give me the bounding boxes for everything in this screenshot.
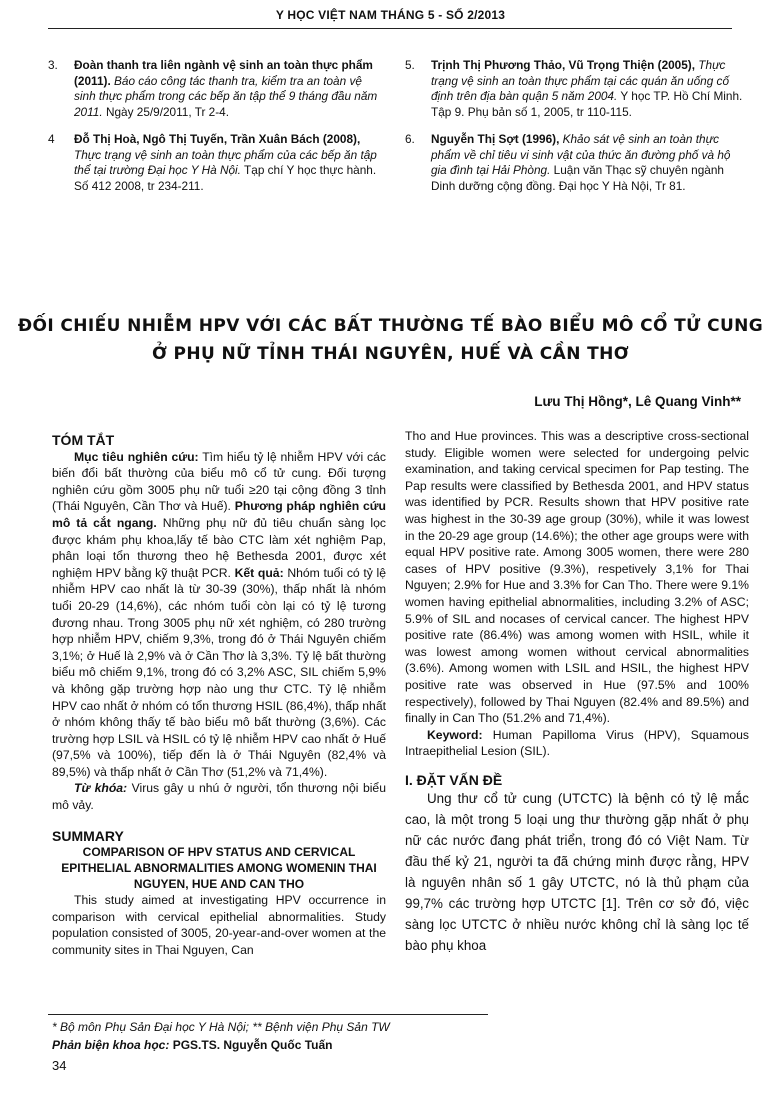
footnote-affiliations: * Bộ môn Phụ Sản Đại học Y Hà Nội; ** Bệnh viện Phụ Sản TW	[52, 1020, 390, 1034]
header-rule	[48, 28, 732, 29]
reference-3: 3. Đoàn thanh tra liên ngành vệ sinh an toàn thực phẩm (2011). Báo cáo công tác thanh tra, kiểm tra an toàn vệ sinh thực phẩm trong các bếp ăn tập thể 9 tháng đầu năm 2011. Ngày 25/9/2011, Tr 2-4.	[48, 58, 378, 119]
tomtat-body: Mục tiêu nghiên cứu: Tìm hiểu tỷ lệ nhiễm HPV với các biến đổi bất thường của biểu mô cổ tử cung. Đối tượng nghiên cứu gồm 3005 phụ nữ tuổi ≥20 tại cộng đồng 3 tỉnh (Thái Nguyên, Cần Thơ và Huế). Phương pháp nghiên cứu mô tả cắt ngang. Những phụ nữ đủ tiêu chuẩn sàng lọc được khám phụ khoa,lấy tế bào CTC làm xét nghiệm Pap, phân loại tổn thương theo hệ Bethesda 2001, được xét nghiệm HPV bằng kỹ thuật PCR. Kết quả: Nhóm tuổi có tỷ lệ nhiễm HPV cao nhất là từ 30-39 (30%), thấp nhất là nhóm tuổi 20-29 (14,6%), các nhóm tuổi còn lại có tỷ lệ tương đương nhau. Trong 3005 phụ nữ xét nghiệm, có 280 trường hợp nhiễm HPV, chiếm 9,3%, trong đó ở Thái Nguyên chiếm 3,1%; ở Huế là 2,9% và ở Cần Thơ là 3,3%. Tỷ lệ bất thường biểu mô chiếm 9,1%, trong đó có 3,2% ASC, SIL chiếm 5,9% và không gặp trường hợp nào ung thư CTC. Tỷ lệ nhiễm HPV cao nhất ở nhóm có tổn thương HSIL (86,4%), thấp nhất ở nhóm không thấy tế bào biểu mô bất thường (3,6%). Các trường hợp LSIL và HSIL có tỷ lệ nhiễm HPV cao nhất ở Huế (97,5% và 100%), tiếp đến là ở Thái Nguyên (82,4% và 89,5%) và thấp nhất ở Cần Thơ (51,2% và 71,4%).	[52, 449, 386, 779]
reference-6: 6. Nguyễn Thị Sợt (1996), Khảo sát vệ sinh an toàn thực phẩm về chỉ tiêu vi sinh vật của thức ăn đường phố và hộ gia đình tại Hải Phòng. Luận văn Thạc sỹ chuyên ngành Dinh dưỡng cộng đồng. Đại học Y Hà Nội, Tr 81.	[405, 132, 731, 193]
summary-title: COMPARISON OF HPV STATUS AND CERVICAL EPITHELIAL ABNORMALITIES AMONG WOMENIN THAI NGUYEN, HUE AND CAN THO	[61, 845, 377, 892]
footnote-rule	[48, 1014, 488, 1015]
intro-body: Ung thư cổ tử cung (UTCTC) là bệnh có tỷ lệ mắc cao, là một trong 5 loại ung thư thường gặp nhất ở phụ nữ các nước đang phát triển, trong đó có Việt Nam. Từ đầu thế kỷ 21, người ta đã chứng minh được rằng, HPV là nguyên nhân số 1 gây UTCTC, nó là thủ phạm của 99,7% các trường hợp UTCTC [1]. Trên cơ sở đó, việc sàng lọc UTCTC ở nhiều nước không chỉ là sàng lọc tế bào phụ khoa	[405, 791, 749, 954]
running-header: Y HỌC VIỆT NAM THÁNG 5 - SỐ 2/2013	[275, 8, 506, 22]
article-authors: Lưu Thị Hồng*, Lê Quang Vinh**	[534, 394, 741, 409]
reference-5: 5. Trịnh Thị Phương Thảo, Vũ Trọng Thiện (2005), Thực trạng vệ sinh an toàn thực phẩm tại các quán ăn uống cố định trên địa bàn quận 5 năm 2004. Y học TP. Hồ Chí Minh. Tập 9. Phụ bản số 1, 2005, tr 110-115.	[405, 58, 743, 119]
tomtat-keywords: Từ khóa: Virus gây u nhú ở người, tổn thương nội biểu mô vảy.	[52, 781, 386, 813]
article-title-line-2: Ở PHỤ NỮ TỈNH THÁI NGUYÊN, HUẾ VÀ CẦN THƠ	[151, 344, 630, 364]
tomtat-heading: TÓM TẮT	[52, 432, 115, 448]
summary-body-left: This study aimed at investigating HPV occurrence in comparison with cervical epithelial abnormalities. Study population consisted of 3005, 20-year-and-over women at the community sites in Thai Nguyen, Can	[52, 893, 386, 958]
left-column	[52, 432, 386, 959]
footnote-reviewer: Phản biện khoa học: PGS.TS. Nguyễn Quốc Tuấn	[52, 1038, 333, 1052]
page-number: 34	[52, 1058, 67, 1073]
summary-body-right: Tho and Hue provinces. This was a descriptive cross-sectional study. Eligible women were selected for undergoing pelvic examination, and taking cervical specimen for Pap testing. The Pap results were classified by Bethesda 2001, and HPV status was identified by PCR. Results shown that HPV positive rate was highest in the 30-39 age group (30%), while it was lowest in the 20-29 age group (14.6%); the other age groups were with equal HPV positive rate. Among 3005 women, there were 280 cases of HPV positive (9.3%), respetively 3,1% for Thai Nguyen; 2.9% for Hue and 3.3% for Can Tho. There were 9.1% women having epithelial abnormalities, including 3.2% of ASC; 5.9% of SIL and nocases of cervical cancer. The highest HPV positive rate (86.4%) was among women with HSIL, while it was lowest among women without cervical abnormalities (3.6%). Among women with LSIL and HSIL, the highest HPV positive rate was observed in Hue (97.5% and 100% respectively), followed by Thai Nguyen (82.4% and 89.5%) and finally in Can Tho (51.2% and 71,4%).	[405, 429, 749, 726]
summary-heading: SUMMARY	[52, 827, 124, 844]
intro-heading: I. ĐẶT VẤN ĐỀ	[405, 771, 503, 788]
article-title-line-1: ĐỐI CHIẾU NHIỄM HPV VỚI CÁC BẤT THƯỜNG TẾ BÀO BIỂU MÔ CỔ TỬ CUNG	[17, 316, 764, 336]
reference-4: 4 Đỗ Thị Hoà, Ngô Thị Tuyến, Trần Xuân Bách (2008), Thực trạng vệ sinh an toàn thực phẩm của các bếp ăn tập thể tại trường Đại học Y Hà Nội. Tạp chí Y học thực hành. Số 412 2008, tr 234-211.	[48, 132, 377, 193]
summary-keywords: Keyword: Human Papilloma Virus (HPV), Squamous Intraepithelial Lesion (SIL).	[405, 727, 749, 759]
right-column	[405, 428, 749, 956]
